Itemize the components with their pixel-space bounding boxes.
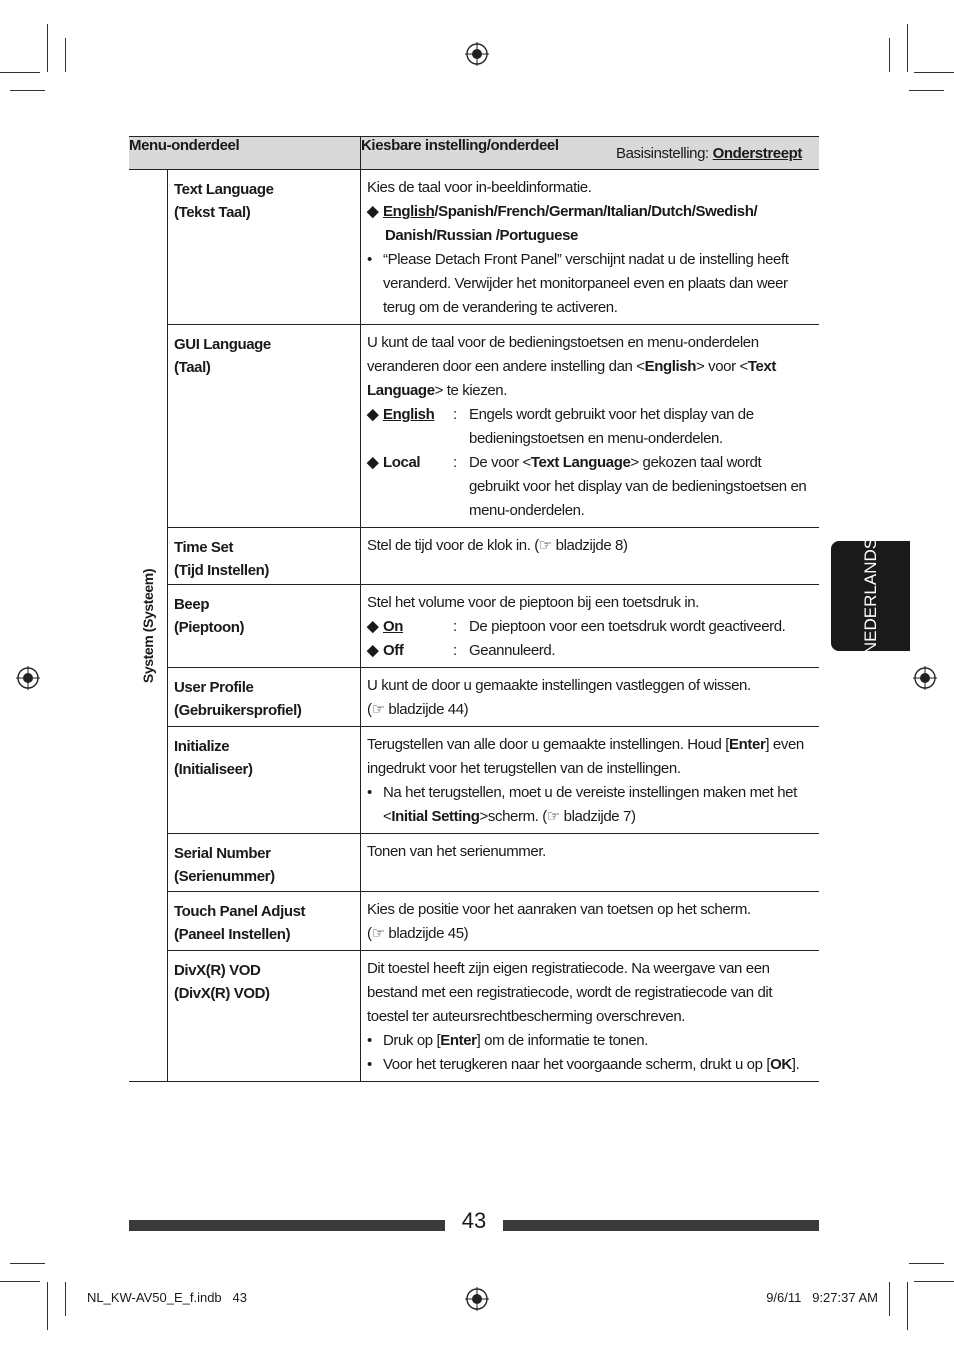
note-text: [383, 781, 813, 829]
option-rest: /Spanish/French/German/Italian/Dutch/Swedish/: [434, 203, 758, 220]
registration-mark-icon: [913, 666, 937, 690]
item-desc-cell: [361, 668, 820, 727]
crop-mark: [909, 1263, 944, 1264]
option-name: [367, 403, 453, 451]
item-desc: Dit toestel heeft zijn eigen registratiecode. Na weergave van een bestand met een registratiecode, wordt de registratiecode van dit toestel ter auteursrechtbescherming overschreven.: [367, 960, 773, 1025]
item-name: Beep: [174, 596, 210, 613]
item-name-cell: [168, 727, 361, 834]
crop-mark: [47, 24, 48, 72]
bullet-icon: •: [367, 251, 372, 268]
diamond-icon: ◆: [367, 618, 379, 635]
item-desc-cell: [361, 325, 820, 528]
table-row: [129, 528, 819, 585]
note-part: ] om de informatie te tonen.: [476, 1032, 649, 1049]
note: [367, 248, 813, 320]
table-row: [129, 325, 819, 528]
note-text: “Please Detach Front Panel” verschijnt nadat u de instelling heeft veranderd. Verwijder het monitorpaneel even en plaats dan weer terug om de verandering te activeren.: [383, 251, 789, 316]
crop-mark: [914, 1281, 954, 1282]
footer-timestamp: 9/6/11 9:27:37 AM: [766, 1290, 878, 1305]
item-desc-cell: [361, 585, 820, 668]
desc-part: ] even ingedrukt voor het terugstellen van de instellingen.: [367, 736, 804, 777]
table-row: [129, 834, 819, 892]
item-name-cell: [168, 668, 361, 727]
table-row: [129, 727, 819, 834]
desc-part: > te kiezen.: [434, 382, 507, 399]
crop-mark: [0, 72, 40, 73]
item-name: Text Language: [174, 181, 274, 198]
item-name-cell: [168, 528, 361, 585]
note: [367, 1053, 813, 1077]
option-off: [367, 639, 813, 663]
crop-mark: [907, 24, 908, 72]
option-local: [367, 451, 813, 523]
item-desc: Kies de positie voor het aanraken van toetsen op het scherm.: [367, 901, 751, 918]
item-name: DivX(R) VOD: [174, 962, 261, 979]
option-english: [367, 403, 813, 451]
item-name: GUI Language: [174, 336, 271, 353]
item-desc: [367, 733, 813, 781]
option-text-part: De voor <: [469, 454, 531, 471]
note-part: Na het terugstellen, moet u de vereiste instellingen maken met het <: [383, 784, 797, 825]
table-header: [129, 137, 819, 170]
section-cell: [129, 170, 168, 1082]
table-row: [129, 585, 819, 668]
item-desc-cell: [361, 892, 820, 951]
item-name: User Profile: [174, 679, 254, 696]
page-ref: (☞ bladzijde 45): [367, 925, 469, 942]
note-part: ].: [791, 1056, 800, 1073]
item-desc-cell: [361, 834, 820, 892]
option-name: [367, 639, 453, 663]
page-ref: (☞ bladzijde 44): [367, 701, 469, 718]
item-name-nl: (Taal): [174, 359, 211, 376]
bullet-icon: •: [367, 784, 372, 801]
crop-mark: [0, 1281, 40, 1282]
registration-mark-icon: [16, 666, 40, 690]
item-name-nl: (Pieptoon): [174, 619, 245, 636]
item-desc-cell: [361, 951, 820, 1082]
settings-table: [129, 136, 819, 1082]
footer-bar-right: [503, 1220, 819, 1231]
option-list-cont: Danish/Russian /Portuguese: [385, 227, 578, 244]
header-default-note: [616, 145, 802, 162]
option-name-text: English: [383, 406, 435, 423]
option-name-text: On: [383, 618, 404, 635]
item-name-nl: (Initialiseer): [174, 761, 253, 778]
registration-mark-icon: [465, 1287, 489, 1311]
item-name: Touch Panel Adjust: [174, 903, 306, 920]
item-desc: Stel het volume voor de pieptoon bij een toetsdruk in.: [367, 594, 699, 611]
item-desc-cell: [361, 727, 820, 834]
option-text: De pieptoon voor een toetsdruk wordt geactiveerd.: [469, 618, 786, 635]
crop-mark: [65, 1282, 66, 1316]
item-name-nl: (DivX(R) VOD): [174, 985, 270, 1002]
desc-part: Terugstellen van alle door u gemaakte instellingen. Houd [: [367, 736, 730, 753]
item-name-cell: [168, 170, 361, 325]
item-desc: [367, 331, 813, 403]
header-setting-label: Kiesbare instelling/onderdeel: [361, 137, 559, 154]
option-name-text: Local: [383, 454, 421, 471]
option-default: English: [383, 203, 435, 220]
crop-mark: [889, 1282, 890, 1316]
crop-mark: [65, 38, 66, 72]
item-name-cell: [168, 892, 361, 951]
crop-mark: [10, 1263, 45, 1264]
note-part: >scherm. (☞ bladzijde 7): [479, 808, 636, 825]
basis-value: Onderstreept: [712, 145, 802, 162]
diamond-icon: ◆: [367, 642, 379, 659]
diamond-icon: ◆: [367, 203, 379, 220]
crop-mark: [909, 90, 944, 91]
diamond-icon: ◆: [367, 454, 379, 471]
table-row: [129, 668, 819, 727]
note: [367, 781, 813, 829]
item-name-cell: [168, 325, 361, 528]
item-desc: U kunt de door u gemaakte instellingen vastleggen of wissen.: [367, 677, 751, 694]
option-text: Geannuleerd.: [469, 642, 556, 659]
item-name-nl: (Tekst Taal): [174, 204, 251, 221]
option-on: [367, 615, 813, 639]
item-desc-cell: [361, 528, 820, 585]
item-name-nl: (Paneel Instellen): [174, 926, 291, 943]
option-colon: :: [453, 454, 457, 471]
table-row: [129, 892, 819, 951]
option-text-part: > gekozen taal wordt gebruikt voor het display van de bedieningstoetsen en menu-onderdelen.: [469, 454, 807, 519]
note-text: [383, 1029, 813, 1053]
crop-mark: [47, 1282, 48, 1330]
diamond-icon: ◆: [367, 406, 379, 423]
option-list: [367, 200, 813, 224]
registration-mark-icon: [465, 42, 489, 66]
header-setting: [361, 137, 820, 170]
option-name: [367, 451, 453, 523]
desc-bold: Text Language: [367, 358, 776, 399]
item-name: Time Set: [174, 539, 234, 556]
option-text-bold: Text Language: [530, 454, 631, 471]
note-part: Voor het terugkeren naar het voorgaande scherm, drukt u op [: [383, 1056, 771, 1073]
header-menu-item: Menu-onderdeel: [129, 137, 361, 170]
language-tab: [831, 537, 910, 655]
note-bold: Enter: [440, 1032, 477, 1049]
note-part: Druk op [: [383, 1032, 441, 1049]
item-name: Serial Number: [174, 845, 271, 862]
item-name-cell: [168, 951, 361, 1082]
option-name: [367, 615, 453, 639]
section-label: System (Systeem): [140, 568, 156, 683]
option-colon: :: [453, 406, 457, 423]
option-colon: :: [453, 642, 457, 659]
item-name-nl: (Gebruikersprofiel): [174, 702, 302, 719]
table-row: [129, 170, 819, 325]
note-bold: Initial Setting: [391, 808, 480, 825]
page-number: 43: [461, 1208, 487, 1233]
table-row: [129, 951, 819, 1082]
option-name-text: Off: [383, 642, 404, 659]
desc-part: U kunt de taal voor de bedieningstoetsen en menu-onderdelen veranderen door een andere instelling dan <: [367, 334, 759, 375]
crop-mark: [914, 72, 954, 73]
item-desc-cell: [361, 170, 820, 325]
item-desc: Kies de taal voor in-beeldinformatie.: [367, 179, 592, 196]
footer-bar-left: [129, 1220, 445, 1231]
bullet-icon: •: [367, 1032, 372, 1049]
note-bold: OK: [770, 1056, 792, 1073]
footer-file-info: NL_KW-AV50_E_f.indb 43: [87, 1290, 247, 1305]
item-name: Initialize: [174, 738, 230, 755]
item-desc: Stel de tijd voor de klok in. (☞ bladzijde 8): [367, 537, 628, 554]
basis-label: Basisinstelling:: [616, 145, 709, 162]
option-text: [469, 451, 813, 523]
note: [367, 1029, 813, 1053]
item-name-nl: (Tijd Instellen): [174, 562, 269, 579]
crop-mark: [10, 90, 45, 91]
item-desc: Tonen van het serienummer.: [367, 843, 546, 860]
bullet-icon: •: [367, 1056, 372, 1073]
desc-bold: Enter: [729, 736, 766, 753]
desc-part: > voor <: [695, 358, 748, 375]
crop-mark: [907, 1282, 908, 1330]
item-name-cell: [168, 585, 361, 668]
crop-mark: [889, 38, 890, 72]
desc-bold: English: [644, 358, 696, 375]
option-colon: :: [453, 618, 457, 635]
note-text: [383, 1053, 813, 1077]
language-tab-label: NEDERLANDS: [860, 537, 880, 655]
item-name-cell: [168, 834, 361, 892]
item-name-nl: (Serienummer): [174, 868, 275, 885]
option-text: Engels wordt gebruikt voor het display van de bedieningstoetsen en menu-onderdelen.: [469, 406, 754, 447]
